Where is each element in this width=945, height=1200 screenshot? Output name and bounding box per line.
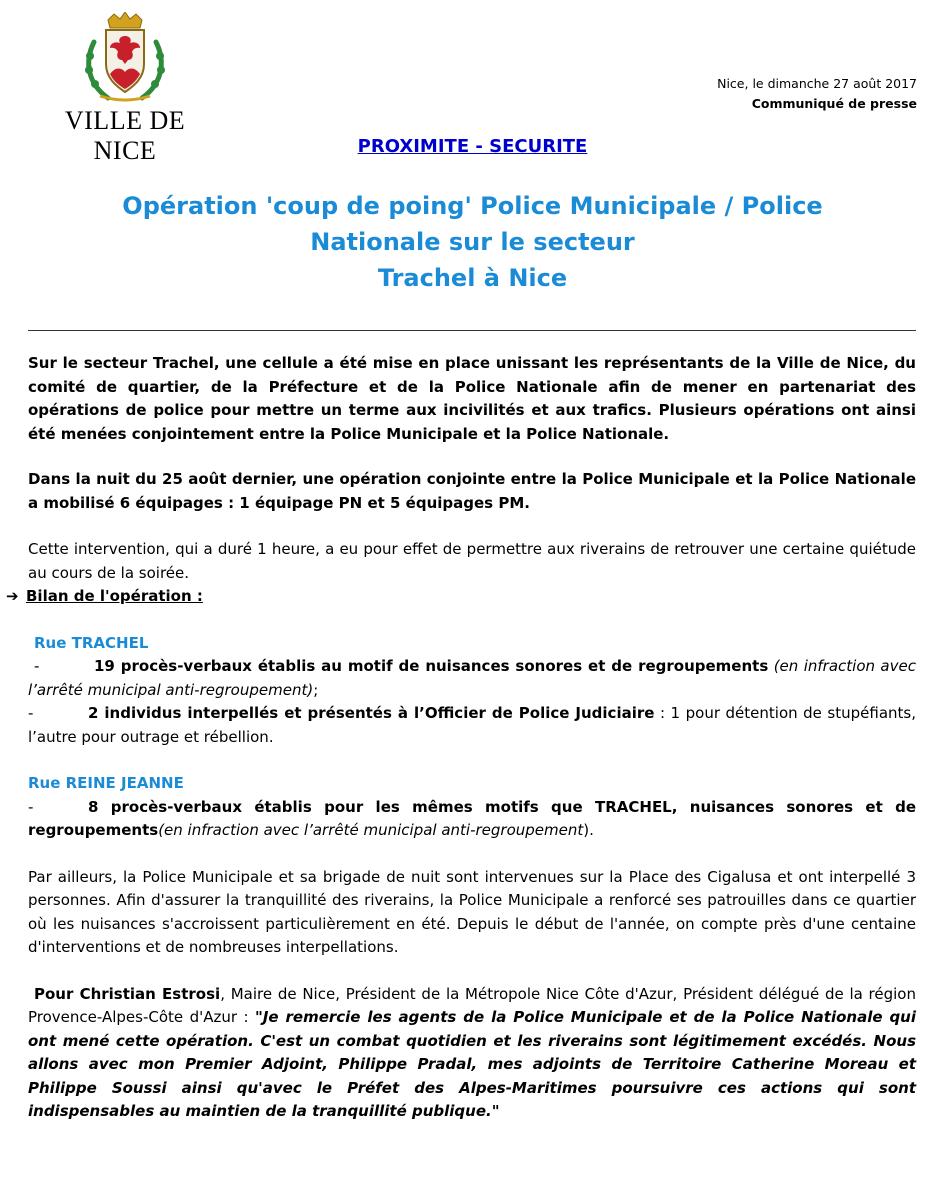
quote-paragraph	[28, 983, 916, 1124]
coat-of-arms-icon	[80, 12, 170, 104]
trachel-item-1-end: ;	[313, 680, 319, 699]
document-type: Communiqué de presse	[751, 96, 917, 111]
reine-jeanne-item-bold: 8 procès-verbaux établis pour les mêmes motifs que TRACHEL, nuisances sonores et de regroupements	[28, 797, 916, 839]
list-dash: -	[28, 797, 34, 816]
city-name: VILLE DE NICE	[64, 106, 186, 165]
bilan-heading	[6, 585, 916, 609]
quote-text: "Je remercie les agents de la Police Municipale et de la Police Nationale qui ont mené cette opération. C'est un combat quotidien et les riverains sont légitimement excédés. Nous allons avec mon Premier Adjoint, Philippe Pradal, mes adjoints de Territoire Catherine Moreau et Philippe Soussi ainsi qu'avec le Préfet des Alpes-Maritimes poursuivre ces actions qui sont indispensables au maintien de la tranquillité publique."	[28, 1008, 917, 1120]
bilan-label: Bilan de l'opération :	[26, 587, 203, 605]
intro-paragraph: Sur le secteur Trachel, une cellule a été mise en place unissant les représentants de la Ville de Nice, du comité de quartier, de la Préfecture et de la Police Nationale afin de mener en partenariat des opérations de police pour mettre un terme aux incivilités et aux trafics. Plusieurs opérations ont ainsi été menées conjointement entre la Police Municipale et la Police Nationale.	[28, 354, 916, 443]
trachel-item-1-bold: 19 procès-verbaux établis au motif de nuisances sonores et de regroupements	[94, 657, 769, 675]
headline-line-2: Nationale sur le secteur	[310, 228, 635, 256]
street-heading-trachel: Rue TRACHEL	[34, 633, 149, 652]
headline-line-1: Opération 'coup de poing' Police Municipale / Police	[122, 192, 823, 220]
trachel-item-2	[28, 702, 916, 749]
rubric-title: PROXIMITE - SECURITE	[357, 136, 588, 157]
street-heading-reine-jeanne: Rue REINE JEANNE	[28, 774, 184, 792]
trachel-item-2-bold: 2 individus interpellés et présentés à l’Officier de Police Judiciaire	[88, 704, 655, 722]
quote-author-titles: , Maire de Nice, Président de la Métropole Nice Côte d'Azur, Président délégué de la région Provence-Alpes-Côte d'Azur :	[28, 984, 916, 1026]
headline-line-3: Trachel à Nice	[377, 264, 568, 292]
press-release-body	[6, 352, 917, 1124]
list-dash: -	[34, 657, 40, 675]
horizontal-divider	[28, 330, 916, 331]
cigalusa-paragraph: Par ailleurs, la Police Municipale et sa brigade de nuit sont intervenues sur la Place des Cigalusa et ont interpellé 3 personnes. Afin d'assurer la tranquillité des riverains, la Police Municipale a renforcé ses patrouilles dans ce quartier où les nuisances s'accroissent particulièrement en été. Depuis le début de l'année, on compte près d'une centaine d'interventions et de nombreuses interpellations.	[28, 867, 916, 956]
city-logo	[40, 12, 210, 165]
reine-jeanne-item	[28, 796, 916, 843]
headline	[0, 188, 945, 296]
date-line: Nice, le dimanche 27 août 2017	[717, 76, 917, 91]
trachel-item-1-italic: (en infraction avec l’arrêté municipal anti-regroupement)	[28, 657, 916, 699]
right-arrow-icon: ➔	[6, 587, 19, 605]
trachel-item-1	[28, 655, 916, 702]
night-operation-paragraph: Dans la nuit du 25 août dernier, une opération conjointe entre la Police Municipale et la Police Nationale a mobilisé 6 équipages : 1 équipage PN et 5 équipages PM.	[28, 470, 916, 512]
list-dash: -	[28, 704, 34, 722]
quote-author: Pour Christian Estrosi	[34, 984, 221, 1003]
effect-paragraph: Cette intervention, qui a duré 1 heure, a eu pour effet de permettre aux riverains de retrouver une certaine quiétude au cours de la soirée.	[28, 540, 916, 582]
trachel-item-2-rest: : 1 pour détention de stupéfiants, l’autre pour outrage et rébellion.	[28, 704, 916, 746]
reine-jeanne-item-italic: (en infraction avec l’arrêté municipal anti-regroupement	[158, 821, 584, 839]
dateline-block	[717, 74, 917, 114]
reine-jeanne-item-end: ).	[583, 821, 594, 839]
